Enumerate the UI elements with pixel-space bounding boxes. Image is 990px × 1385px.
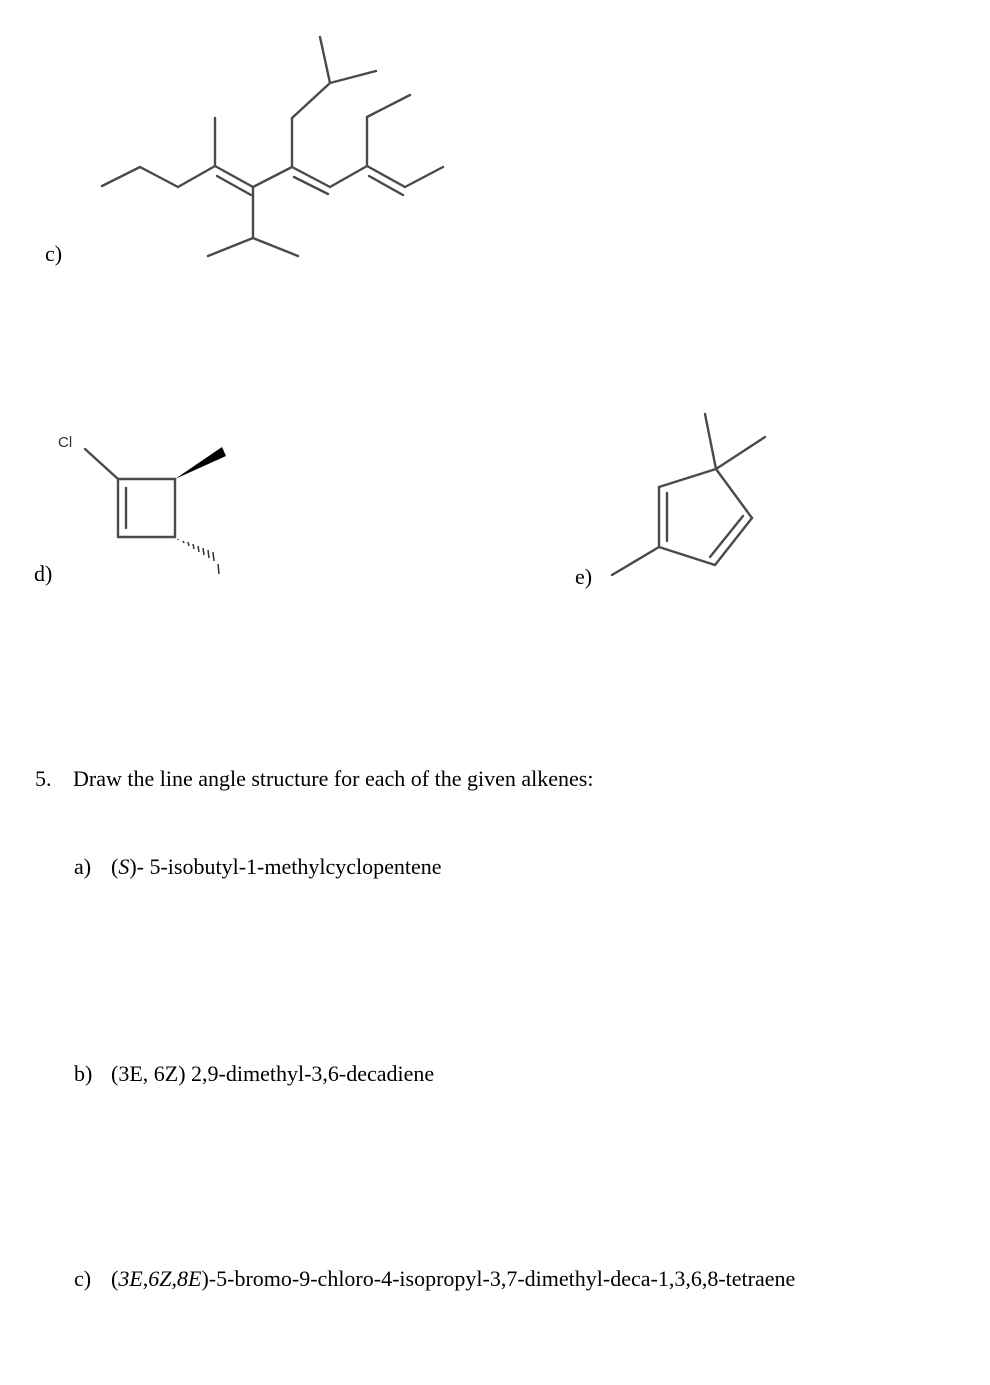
item-letter: b) [74,1061,93,1086]
structure-e-skeleton [0,0,990,620]
structure-c-label: c) [45,241,63,266]
question-5a [74,856,442,878]
item-text-name: )-5-bromo-9-chloro-4-isopropyl-3,7-dimethyl-deca-1,3,6,8-tetraene [201,1266,796,1291]
item-letter: a) [74,854,92,879]
item-separator: , [142,1266,149,1291]
item-stereo-descriptor: 3E [118,1266,143,1291]
item-text-open: ( [111,854,119,879]
question-text: Draw the line angle structure for each of the given alkenes: [73,766,594,791]
item-text-open: ( [111,1266,119,1291]
question-5b [74,1063,434,1085]
question-5-prompt [35,768,593,790]
item-stereo-descriptor: 8E [177,1266,202,1291]
item-letter: c) [74,1266,92,1291]
structure-d-label: d) [34,561,53,586]
structure-e-label: e) [575,564,593,589]
item-text: (3E, 6Z) 2,9-dimethyl-3,6-decadiene [111,1061,435,1086]
item-stereo-descriptor: S [118,854,130,879]
question-number: 5. [35,766,52,791]
item-text-name: )- 5-isobutyl-1-methylcyclopentene [129,854,442,879]
item-stereo-descriptor: 6Z [148,1266,172,1291]
item-separator: , [171,1266,178,1291]
chlorine-atom-label: Cl [58,434,73,451]
question-5c [74,1268,795,1290]
